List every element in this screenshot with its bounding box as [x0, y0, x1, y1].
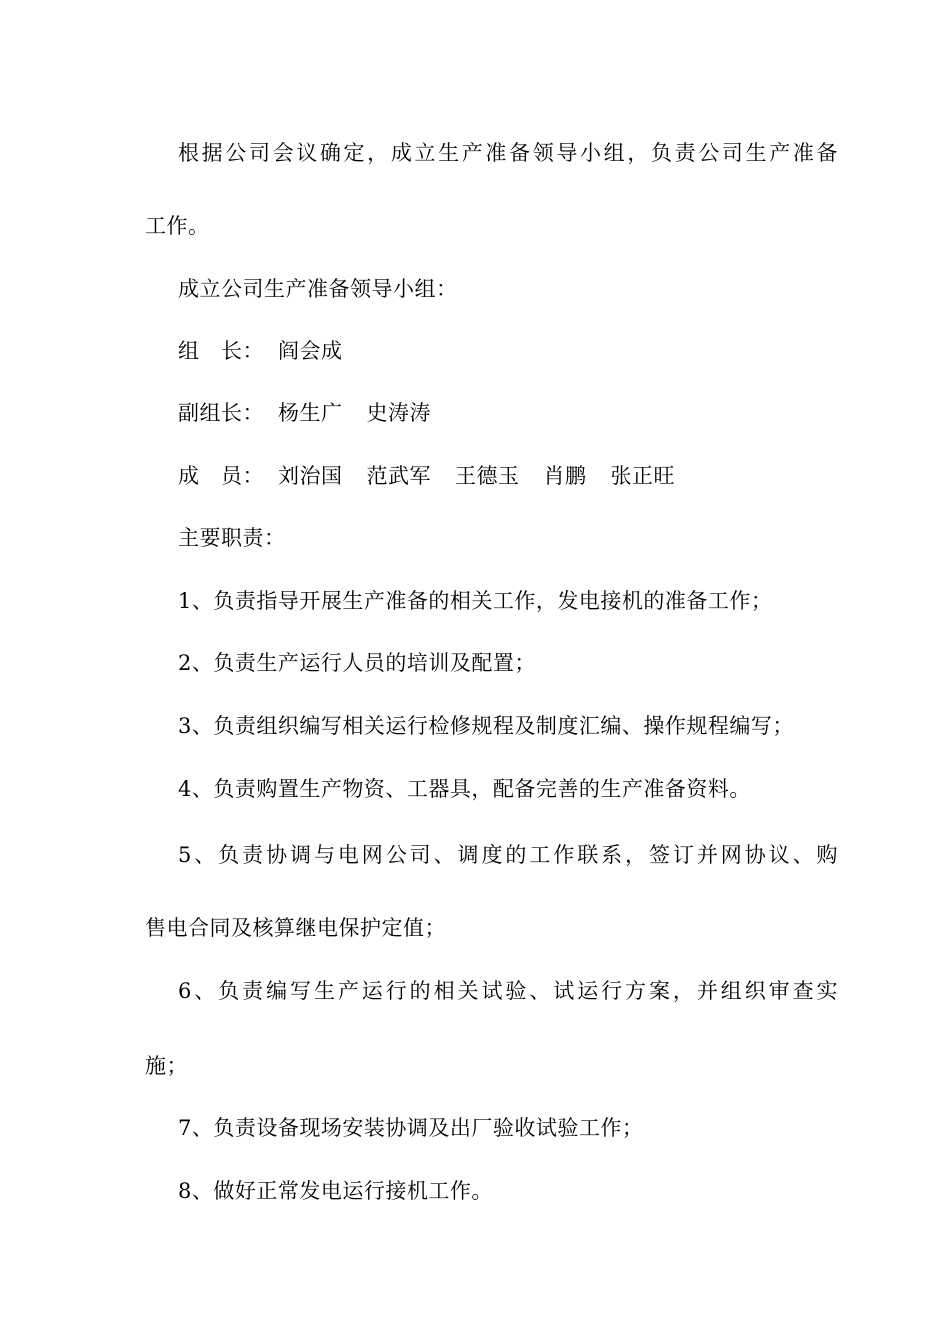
leader-label: 组 长：: [178, 339, 264, 363]
member-name: 刘治国: [278, 464, 343, 488]
duty-item-6-line-2: 施；: [145, 1054, 188, 1078]
member-name: 范武军: [366, 464, 431, 488]
members-row: [178, 461, 858, 491]
duty-item-5-line-2: 售电合同及核算继电保护定值；: [145, 916, 446, 940]
deputy-label: 副组长：: [178, 401, 264, 425]
members-label: 成 员：: [178, 464, 264, 488]
duties-heading: 主要职责：: [178, 526, 286, 550]
member-name: 王德玉: [455, 464, 520, 488]
duty-item-2: 2、负责生产运行人员的培训及配置；: [178, 651, 536, 675]
intro-paragraph-line-2: 工作。: [145, 214, 210, 238]
intro-paragraph-line-1: 根据公司会议确定，成立生产准备领导小组，负责公司生产准备: [178, 141, 838, 165]
duty-item-6-line-1: 6、负责编写生产运行的相关试验、试运行方案，并组织审查实: [178, 979, 838, 1003]
deputy-name: 杨生广: [278, 401, 343, 425]
member-name: 张正旺: [610, 464, 675, 488]
leader-row: [178, 336, 858, 366]
leader-name: 阎会成: [278, 339, 343, 363]
duty-item-3: 3、负责组织编写相关运行检修规程及制度汇编、操作规程编写；: [178, 714, 794, 738]
deputy-name: 史涛涛: [366, 401, 431, 425]
duty-item-1: 1、负责指导开展生产准备的相关工作，发电接机的准备工作；: [178, 589, 773, 613]
group-heading: 成立公司生产准备领导小组：: [178, 277, 458, 301]
duty-item-8: 8、做好正常发电运行接机工作。: [178, 1179, 493, 1203]
deputy-row: [178, 398, 858, 428]
duty-item-4: 4、负责购置生产物资、工器具，配备完善的生产准备资料。: [178, 777, 751, 801]
duty-item-7: 7、负责设备现场安装协调及出厂验收试验工作；: [178, 1116, 644, 1140]
duty-item-5-line-1: 5、负责协调与电网公司、调度的工作联系，签订并网协议、购: [178, 843, 838, 867]
member-name: 肖鹏: [543, 464, 587, 488]
